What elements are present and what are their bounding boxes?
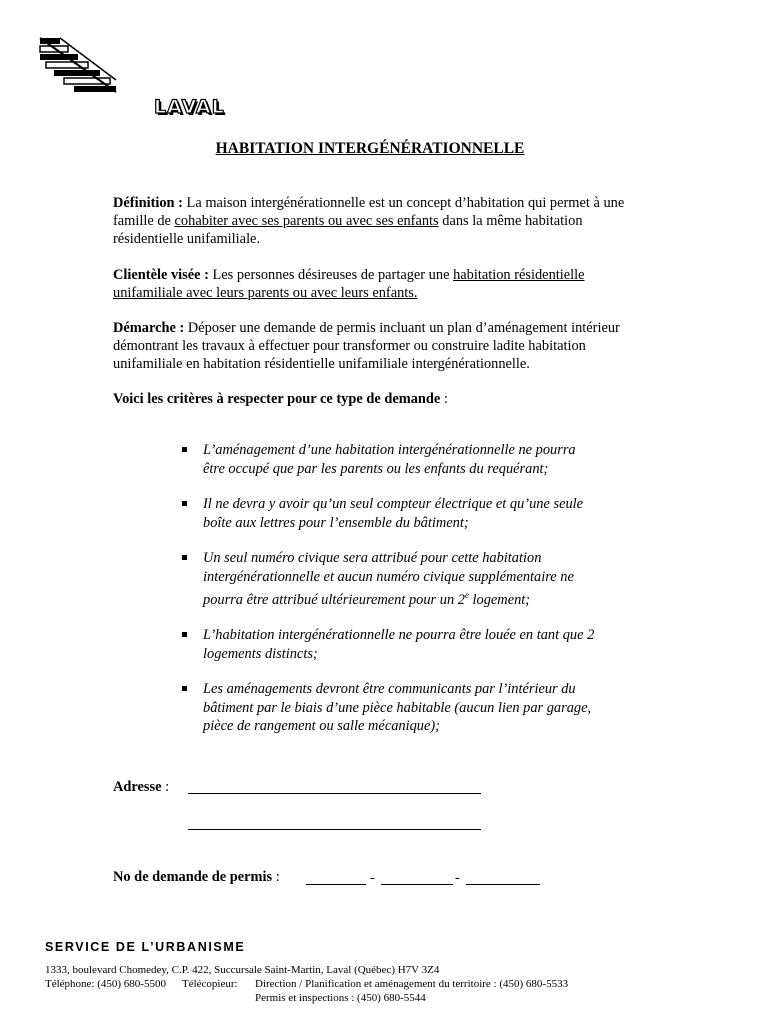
list-item (180, 441, 600, 478)
definition-text-end: dans la même habitation résidentielle unifamiliale. (113, 213, 583, 247)
bullet-square-icon (182, 501, 187, 506)
clientele-paragraph (113, 266, 643, 302)
criteria-list (180, 441, 600, 753)
clientele-underlined: habitation résidentielle unifamiliale avec leurs parents ou avec leurs enfants. (113, 267, 585, 301)
clientele-label: Clientèle visée : (113, 267, 209, 283)
demarche-text: Déposer une demande de permis incluant un plan d’aménagement intérieur démontrant les travaux à effectuer pour transformer ou construire ladite habitation unifamiliale en habitation résidentielle unifamiliale intergénérationnelle. (113, 320, 620, 372)
logo-text: LAVAL (154, 96, 225, 118)
bullet-square-icon (182, 555, 187, 560)
clientele-text: Les personnes désireuses de partager une (208, 267, 454, 283)
superscript: e (464, 590, 469, 600)
footer-fax-permits: Permis et inspections : (450) 680-5544 (255, 992, 426, 1004)
bullet-square-icon (182, 686, 187, 691)
list-item (180, 495, 600, 532)
list-item-text: L’aménagement d’une habitation intergénérationnelle ne pourra être occupé que par les parents ou les enfants du requérant; (203, 442, 576, 477)
footer-phone: Téléphone: (450) 680-5500 (45, 978, 166, 990)
permit-field-part-2[interactable] (381, 884, 453, 885)
list-item-text: L’habitation intergénérationnelle ne pourra être louée en tant que 2 logements distincts; (203, 627, 595, 662)
definition-underlined: cohabiter avec ses parents ou avec ses enfants (174, 213, 439, 229)
permit-number-label (113, 869, 280, 886)
permit-field-part-3[interactable] (466, 884, 540, 885)
list-item-text: Il ne devra y avoir qu’un seul compteur électrique et qu’une seule boîte aux lettres pour l’ensemble du bâtiment; (203, 496, 584, 531)
address-colon: : (161, 779, 170, 795)
definition-label: Définition : (113, 195, 183, 211)
page-title: HABITATION INTERGÉNÉRATIONNELLE (215, 140, 525, 157)
address-line-2[interactable] (188, 829, 481, 830)
permit-colon: : (272, 869, 280, 885)
demarche-paragraph (113, 319, 643, 373)
permit-field-part-1[interactable] (306, 884, 366, 885)
bullet-square-icon (182, 447, 187, 452)
demarche-label: Démarche : (113, 320, 185, 336)
address-label-text: Adresse (113, 779, 162, 795)
permit-label-text: No de demande de permis (113, 869, 273, 885)
list-item-text-end: logement; (468, 591, 531, 608)
list-item-text: Un seul numéro civique sera attribué pour cette habitation intergénérationnelle et aucun numéro civique supplémentaire ne pourra être attribué ultérieurement pour un 2 (203, 550, 574, 608)
permit-dash-2: - (455, 870, 460, 886)
laval-logo-icon (38, 36, 118, 94)
permit-dash-1: - (370, 870, 375, 886)
criteria-heading-text: Voici les critères à respecter pour ce type de demande (113, 391, 441, 407)
address-label (113, 779, 169, 796)
criteria-heading (113, 390, 643, 408)
list-item-text: Les aménagements devront être communicants par l’intérieur du bâtiment par le biais d’une pièce habitable (aucun lien par garage, pièce de rangement ou salle mécanique); (203, 681, 592, 735)
service-heading: SERVICE DE L’URBANISME (45, 940, 246, 954)
list-item (180, 549, 600, 609)
footer-address: 1333, boulevard Chomedey, C.P. 422, Succursale Saint-Martin, Laval (Québec) H7V 3Z4 (45, 964, 440, 976)
bullet-square-icon (182, 632, 187, 637)
address-line-1[interactable] (188, 793, 481, 794)
definition-paragraph (113, 194, 643, 248)
list-item (180, 626, 600, 663)
footer-fax-planning: Direction / Planification et aménagement du territoire : (450) 680-5533 (255, 978, 569, 990)
laval-logo (38, 36, 225, 118)
criteria-suffix: : (440, 391, 448, 407)
list-item (180, 680, 600, 736)
footer-fax-label: Télécopieur: (182, 978, 238, 990)
definition-text: La maison intergénérationnelle est un concept d’habitation qui permet à une famille de (113, 195, 625, 229)
